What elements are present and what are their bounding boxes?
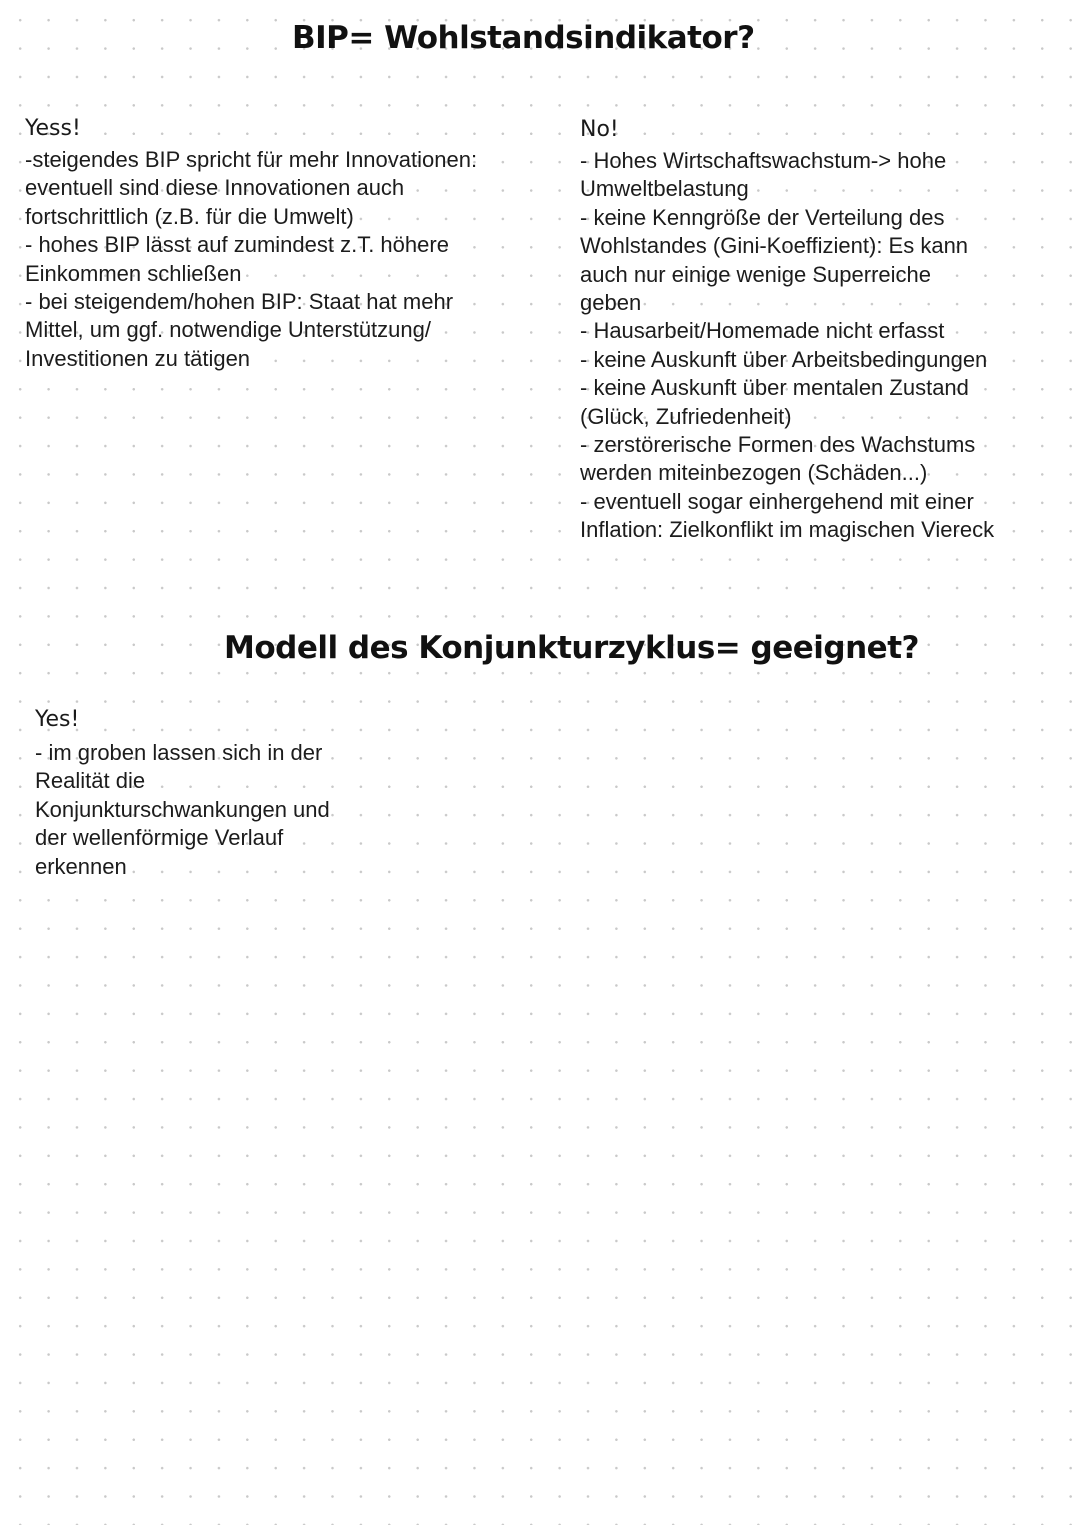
text-line: fortschrittlich (z.B. für die Umwelt): [25, 203, 354, 229]
pro-arguments-bip: [25, 146, 477, 373]
contra-label: No!: [580, 117, 619, 142]
text-line: - zerstörerische Formen des Wachstums: [580, 432, 976, 458]
text-line: auch nur einige wenige Superreiche: [580, 261, 932, 287]
text-line: Realität die: [35, 768, 146, 794]
text-line: Umweltbelastung: [580, 176, 749, 202]
text-line: - keine Kenngröße der Verteilung des: [580, 204, 945, 230]
text-line: - Hausarbeit/Homemade nicht erfasst: [580, 318, 945, 344]
text-line: - Hohes Wirtschaftswachstum-> hohe: [580, 148, 947, 173]
text-line: -steigendes BIP spricht für mehr Innovationen:: [25, 147, 478, 172]
text-line: Konjunkturschwankungen und: [35, 796, 330, 822]
text-line: Investitionen zu tätigen: [25, 345, 251, 371]
pro-label: Yess!: [25, 116, 81, 141]
text-line: Einkommen schließen: [25, 260, 242, 286]
pro-arguments-konjunktur: [35, 739, 330, 881]
text-line: - hohes BIP lässt auf zumindest z.T. höhere: [25, 232, 449, 258]
text-line: Mittel, um ggf. notwendige Unterstützung/: [25, 317, 431, 343]
text-line: - bei steigendem/hohen BIP: Staat hat mehr: [25, 289, 454, 315]
text-line: werden miteinbezogen (Schäden...): [580, 460, 928, 486]
text-line: der wellenförmige Verlauf: [35, 825, 284, 851]
pro-label-konjunktur: Yes!: [35, 707, 80, 732]
text-line: eventuell sind diese Innovationen auch: [25, 175, 405, 201]
text-line: - keine Auskunft über mentalen Zustand: [580, 375, 969, 401]
text-line: - im groben lassen sich in der: [35, 740, 323, 765]
text-line: Inflation: Zielkonflikt im magischen Viereck: [580, 517, 995, 543]
text-line: (Glück, Zufriedenheit): [580, 403, 792, 429]
heading-konjunkturzyklus: Modell des Konjunkturzyklus= geeignet?: [224, 630, 919, 666]
contra-arguments-bip: [580, 147, 994, 545]
text-line: - keine Auskunft über Arbeitsbedingungen: [580, 346, 988, 372]
text-line: Wohlstandes (Gini-Koeffizient): Es kann: [580, 233, 969, 259]
text-line: erkennen: [35, 853, 127, 879]
text-line: - eventuell sogar einhergehend mit einer: [580, 488, 974, 514]
text-line: geben: [580, 290, 642, 316]
heading-bip-wohlstandsindikator: BIP= Wohlstandsindikator?: [292, 20, 755, 56]
